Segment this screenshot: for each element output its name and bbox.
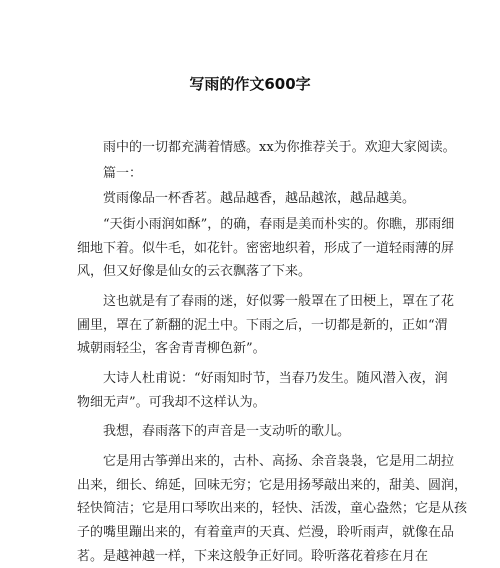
paragraph-line: 子的嘴里蹦出来的，有着童声的天真、烂漫，聆听雨声，就像在品: [77, 525, 455, 541]
paragraph-line: 风，但又好像是仙女的云衣飘落了下来。: [77, 264, 312, 280]
paragraph-line: 细地下着。似牛毛，如花针。密密地织着，形成了一道轻雨薄的屏: [77, 240, 455, 256]
paragraph-line: 茗。是越神越一样，下来这般争正好同。聆听落花着疹在月在: [77, 548, 429, 564]
paragraph-4: [77, 367, 448, 414]
paragraph-line: 出来，细长、绵延，回味无穷；它是用扬琴敲出来的，甜美、圆润，: [77, 477, 468, 493]
paragraph-line: 轻快简洁；它是用口琴吹出来的，轻快、活泼，童心盎然；它是从孩: [77, 501, 468, 517]
paragraph-line: 它是用古筝弹出来的，古朴、高扬、余音袅袅，它是用二胡拉: [103, 454, 455, 469]
paragraph-line: 城朝雨轻尘，客舍青青柳色新”。: [77, 341, 266, 357]
section-label: [77, 162, 427, 186]
paragraph-3: [77, 290, 455, 361]
paragraph-1: [77, 187, 427, 211]
section-label-text: 篇一：: [103, 166, 143, 181]
paragraph-5: [77, 420, 427, 444]
intro-paragraph: [77, 136, 456, 160]
paragraph-6: [77, 450, 468, 568]
paragraph-line: “天街小雨润如酥”，的确，春雨是美而朴实的。你瞧，那雨细: [103, 217, 455, 232]
paragraph-2: [77, 213, 455, 284]
paragraph-line: 我想，春雨落下的声音是一支动听的歌儿。: [103, 424, 351, 439]
paragraph-line: 大诗人杜甫说：“好雨知时节，当春乃发生。随风潜入夜，润: [103, 371, 448, 386]
document-title: 写雨的作文600字: [189, 75, 311, 93]
paragraph-line: 这也就是有了春雨的迷，好似雾一般罩在了田梗上，罩在了花: [103, 294, 455, 309]
paragraph-line: 赏雨像品一杯香茗。越品越香，越品越浓，越品越美。: [103, 191, 416, 206]
paragraph-line: 物细无声”。可我却不这样认为。: [77, 394, 266, 410]
paragraph-line: 圃里，罩在了新翻的泥土中。下雨之后，一切都是新的，正如“渭: [77, 317, 448, 333]
intro-line: 雨中的一切都充满着情感。xx为你推荐关于。欢迎大家阅读。: [103, 140, 456, 155]
